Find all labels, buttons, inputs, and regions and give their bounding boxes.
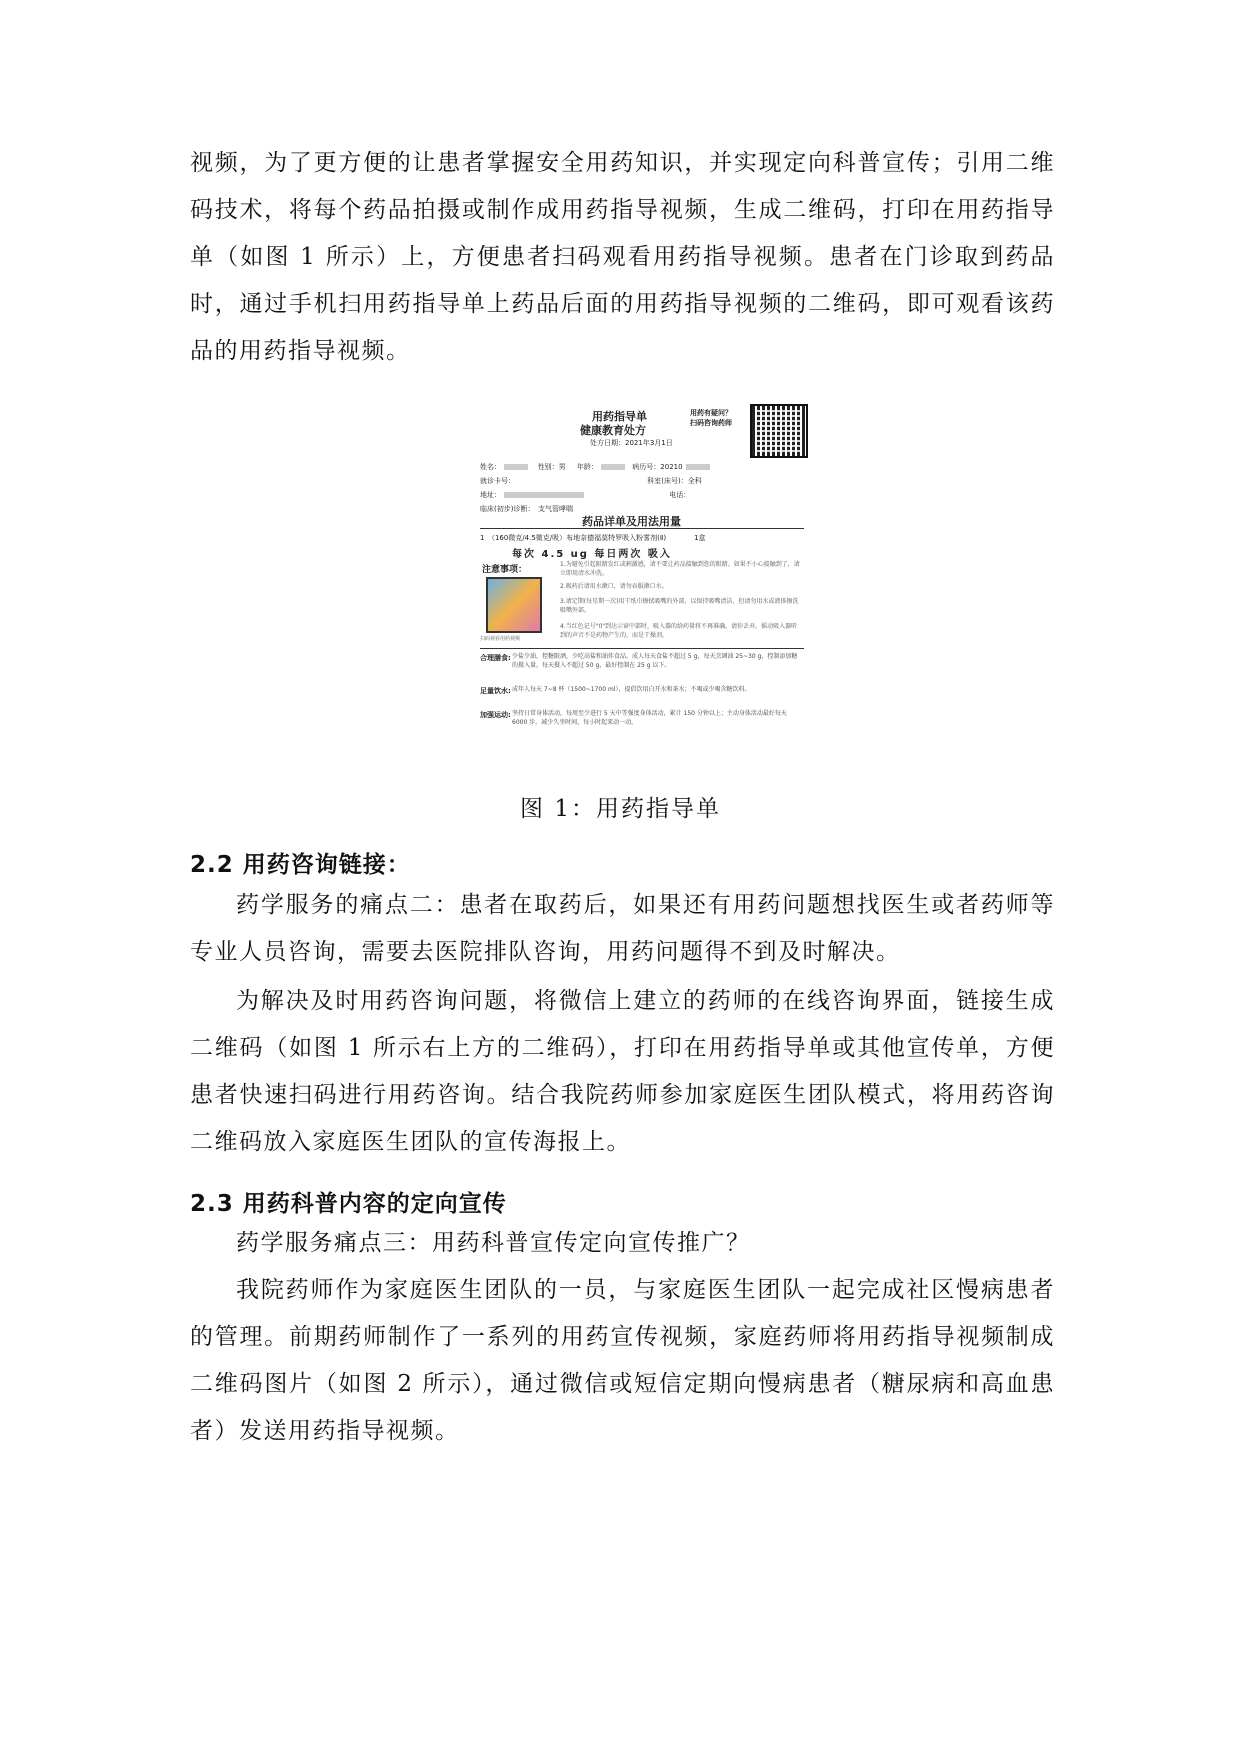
redacted-age: [601, 464, 625, 470]
drug-line: 1 （160微克/4.5微克/吸）布地奈德福莫特罗吸入粉雾剂(Ⅱ) 1盒: [480, 534, 706, 542]
paragraph-pain-point-2: 药学服务的痛点二：患者在取药后，如果还有用药问题想找医生或者药师等专业人员咨询，需要去医院排队咨询，用药问题得不到及时解决。: [190, 892, 1055, 965]
phone-label: 电话：: [669, 491, 691, 499]
exercise-label: 加强运动:: [480, 711, 511, 719]
guide-subtitle: 健康教育处方: [580, 424, 646, 437]
exercise-text: 坚持日常身体活动，每周至少进行 5 天中等强度身体活动，累计 150 分钟以上；主动身体活动最好每天 6000 步。减少久坐时间，每小时起来动一动。: [512, 710, 787, 726]
consult-qr-code-icon: [750, 404, 808, 458]
paragraph-family-pharmacist: 我院药师作为家庭医生团队的一员，与家庭医生团队一起完成社区慢病患者的管理。前期药师制作了一系列的用药宣传视频，家庭药师将用药指导视频制成二维码图片（如图 2 所示），通过微信或短信定期向慢病患者（糖尿病和高血患者）发送用药指导视频。: [190, 1277, 1055, 1444]
note-2: 2.吸药后请用水漱口，请勿吞服漱口水。: [560, 583, 668, 590]
gender: 性别：男: [537, 463, 566, 471]
note-4: 4.当红色记号"0"到达示窗中部时，吸入器的给药量将不再准确，请你丢弃。摇动吸入器听到的声音不是药物产生的，而是干燥剂。: [560, 623, 798, 639]
consult-line-1: 用药有疑问？: [690, 409, 732, 417]
age-label: 年龄：: [576, 463, 598, 471]
patient-info-row-2: [480, 476, 702, 486]
heading-2-2: 2.2 用药咨询链接：: [190, 852, 411, 878]
redacted-name: [504, 464, 528, 470]
water-label: 足量饮水:: [480, 687, 511, 695]
patient-info-row-3: [480, 490, 690, 500]
patient-info-row-1: [480, 462, 713, 472]
paragraph-consult-solution: 为解决及时用药咨询问题，将微信上建立的药师的在线咨询界面，链接生成二维码（如图 1 所示右上方的二维码），打印在用药指导单或其他宣传单，方便患者快速扫码进行用药咨询。结合我院药师参加家庭医生团队模式，将用药咨询二维码放入家庭医生团队的宣传海报上。: [190, 988, 1055, 1155]
video-qr-code-icon: [486, 577, 542, 633]
figure-caption: 图 1：用药指导单: [520, 796, 721, 822]
water-text: 成年人每天 7~8 杯（1500~1700 ml），提倡饮用白开水和茶水；不喝或少喝含糖饮料。: [512, 686, 751, 693]
notes-label: 注意事项：: [482, 565, 528, 575]
divider: [480, 648, 804, 649]
diet-label: 合理膳食:: [480, 654, 511, 662]
paragraph-intro: 视频，为了更方便的让患者掌握安全用药知识，并实现定向科普宣传；引用二维码技术，将每个药品拍摄或制作成用药指导视频，生成二维码，打印在用药指导单（如图 1 所示）上，方便患者扫码观看用药指导视频。患者在门诊取到药品时，通过手机扫用药指导单上药品后面的用药指导视频的二维码，即可观看该药品的用药指导视频。: [190, 150, 1055, 364]
name-label: 姓名：: [480, 463, 501, 471]
heading-2-3: 2.3 用药科普内容的定向宣传: [190, 1191, 507, 1217]
note-3: 3.请定期(每星期一次)用干纸巾擦拭吸嘴的外部，以保持吸嘴清洁，但请勿用水或液体擦洗吸嘴外部。: [560, 598, 799, 614]
dose-line: 每次 4.5 ug 每日两次 吸入: [512, 549, 672, 560]
divider: [480, 528, 804, 529]
diagnosis-row: 临床(初步)诊断： 支气管哮喘: [480, 505, 573, 513]
card-label: 就诊卡号：: [480, 477, 515, 485]
note-1: 1.为避免引起眼睛发红或刺激感，请不要让药品接触到您的眼睛。如果不小心接触到了，请立即用清水冲洗。: [560, 561, 800, 577]
consult-prompt: [690, 408, 732, 428]
diet-text: 少盐少油，控糖限酒，少吃高盐和油炸食品。成人每天食盐不超过 5 g，每天烹调油 25~30 g，控制添加糖的摄入量，每天摄入不超过 50 g，最好控制在 25 g 以下。: [512, 653, 798, 669]
redacted-record: [686, 464, 710, 470]
redacted-address: [504, 492, 584, 498]
consult-line-2: 扫码咨询药师: [690, 419, 732, 427]
video-qr-caption: 扫码观看用药视频: [480, 636, 521, 642]
drug-section-title: 药品详单及用法用量: [582, 515, 681, 528]
paragraph-pain-point-3: 药学服务痛点三：用药科普宣传定向宣传推广？: [236, 1230, 751, 1256]
guide-date: 处方日期：2021年3月1日: [590, 439, 673, 447]
figure-medication-guide: [472, 400, 812, 785]
dept: 科室(床号)：全科: [647, 477, 702, 485]
record-label: 病历号：20210: [632, 463, 683, 471]
address-label: 地址：: [480, 491, 501, 499]
guide-title: 用药指导单: [592, 410, 647, 423]
